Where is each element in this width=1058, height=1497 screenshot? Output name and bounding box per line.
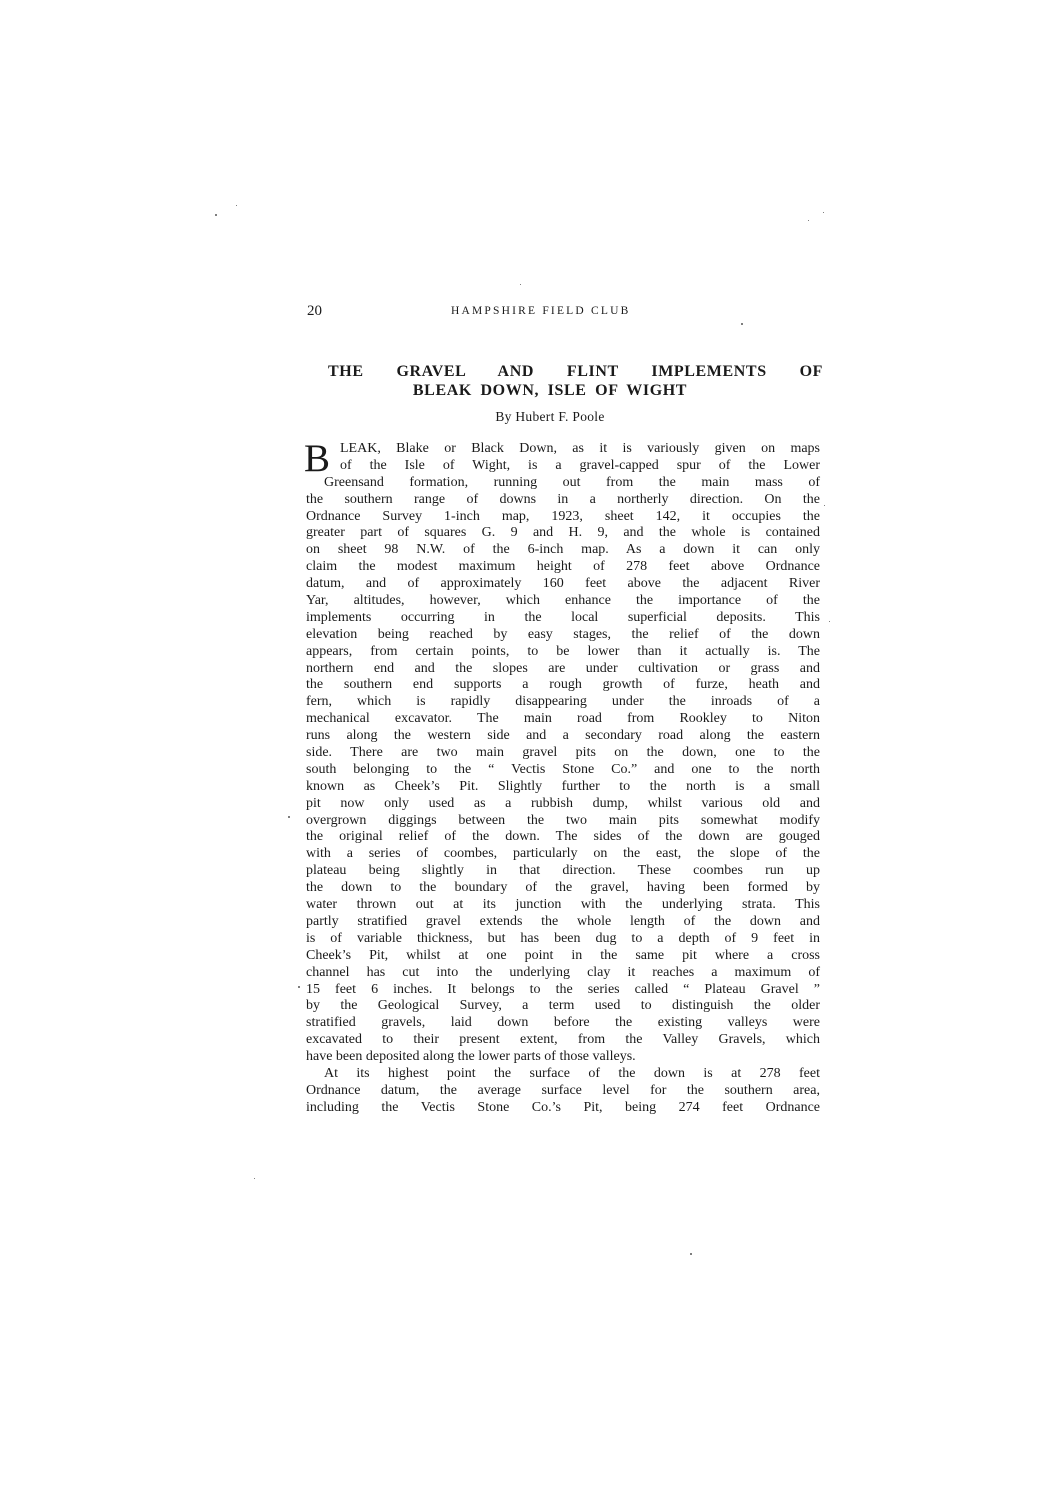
text-line: known as Cheek’s Pit. Slightly further to the north is a small (306, 778, 820, 794)
text-line: At its highest point the surface of the down is at 278 feet (324, 1065, 820, 1081)
scan-speck (288, 816, 290, 818)
scan-speck (690, 1253, 692, 1255)
text-line: runs along the western side and a secondary road along the eastern (306, 728, 820, 744)
scan-speck (236, 205, 237, 206)
scan-speck (254, 1178, 255, 1179)
text-line: the southern end supports a rough growth of furze, heath and (306, 677, 820, 693)
text-line: side. There are two main gravel pits on the down, one to the (306, 745, 820, 761)
text-line: by the Geological Survey, a term used to distinguish the older (306, 998, 820, 1014)
text-line: including the Vectis Stone Co.’s Pit, being 274 feet Ordnance (306, 1099, 820, 1115)
text-line: elevation being reached by easy stages, the relief of the down (306, 626, 820, 642)
text-line: Yar, altitudes, however, which enhance the importance of the (306, 593, 820, 609)
page-number: 20 (307, 303, 322, 319)
text-line: Cheek’s Pit, whilst at one point in the same pit where a cross (306, 947, 820, 963)
text-line: stratified gravels, laid down before the existing valleys were (306, 1015, 820, 1031)
text-line: of the Isle of Wight, is a gravel-capped spur of the Lower (340, 457, 820, 473)
scan-speck (215, 214, 217, 216)
text-line: plateau being slightly in that direction. These coombes run up (306, 863, 820, 879)
scan-speck (298, 986, 300, 988)
text-line: the southern range of downs in a northerly direction. On the (306, 491, 820, 507)
article-title-line-2: BLEAK DOWN, ISLE OF WIGHT (412, 382, 688, 399)
byline: By Hubert F. Poole (495, 409, 605, 424)
text-line: excavated to their present extent, from the Valley Gravels, which (306, 1032, 820, 1048)
text-line: pit now only used as a rubbish dump, whilst various old and (306, 795, 820, 811)
text-line: fern, which is rapidly disappearing under the inroads of a (306, 694, 820, 710)
text-line: on sheet 98 N.W. of the 6-inch map. As a down it can only (306, 542, 820, 558)
text-line: Ordnance datum, the average surface level for the southern area, (306, 1082, 820, 1098)
running-title: HAMPSHIRE FIELD CLUB (451, 305, 631, 317)
scan-speck (520, 284, 521, 285)
text-line: northern end and the slopes are under cultivation or grass and (306, 660, 820, 676)
drop-cap: B (304, 437, 331, 480)
scan-speck (823, 212, 824, 213)
text-line: Ordnance Survey 1-inch map, 1923, sheet 142, it occupies the (306, 508, 820, 524)
text-line: have been deposited along the lower parts of those valleys. (306, 1049, 636, 1065)
text-line: south belonging to the “ Vectis Stone Co.” and one to the north (306, 761, 820, 777)
text-line: LEAK, Blake or Black Down, as it is variously given on maps (340, 441, 820, 456)
text-line: is of variable thickness, but has been dug to a depth of 9 feet in (306, 930, 820, 946)
text-line: overgrown diggings between the two main pits somewhat modify (306, 812, 820, 828)
scan-speck (824, 505, 825, 506)
running-head (307, 301, 747, 321)
text-line: partly stratified gravel extends the whole length of the down and (306, 913, 820, 929)
text-line: channel has cut into the underlying clay it reaches a maximum of (306, 964, 820, 980)
text-line: with a series of coombes, particularly on the east, the slope of the (306, 846, 820, 862)
text-line: claim the modest maximum height of 278 feet above Ordnance (306, 559, 820, 575)
scan-speck (808, 220, 809, 221)
text-line: water thrown out at its junction with the underlying strata. This (306, 897, 820, 913)
text-line: appears, from certain points, to be lower than it actually is. The (306, 643, 820, 659)
text-line: 15 feet 6 inches. It belongs to the series called “ Plateau Gravel ” (306, 981, 820, 997)
scan-speck (741, 323, 743, 325)
article-title-line-1: THE GRAVEL AND FLINT IMPLEMENTS OF (328, 363, 823, 380)
text-line: datum, and of approximately 160 feet above the adjacent River (306, 576, 820, 592)
body-text (304, 437, 820, 1117)
article-title (300, 362, 823, 400)
scan-speck (829, 621, 830, 622)
text-line: Greensand formation, running out from the main mass of (324, 474, 820, 490)
text-line: mechanical excavator. The main road from Rookley to Niton (306, 711, 820, 727)
text-line: greater part of squares G. 9 and H. 9, and the whole is contained (306, 525, 820, 541)
text-line: the down to the boundary of the gravel, having been formed by (306, 880, 820, 896)
text-line: implements occurring in the local superficial deposits. This (306, 609, 820, 625)
text-line: the original relief of the down. The sides of the down are gouged (306, 829, 820, 845)
